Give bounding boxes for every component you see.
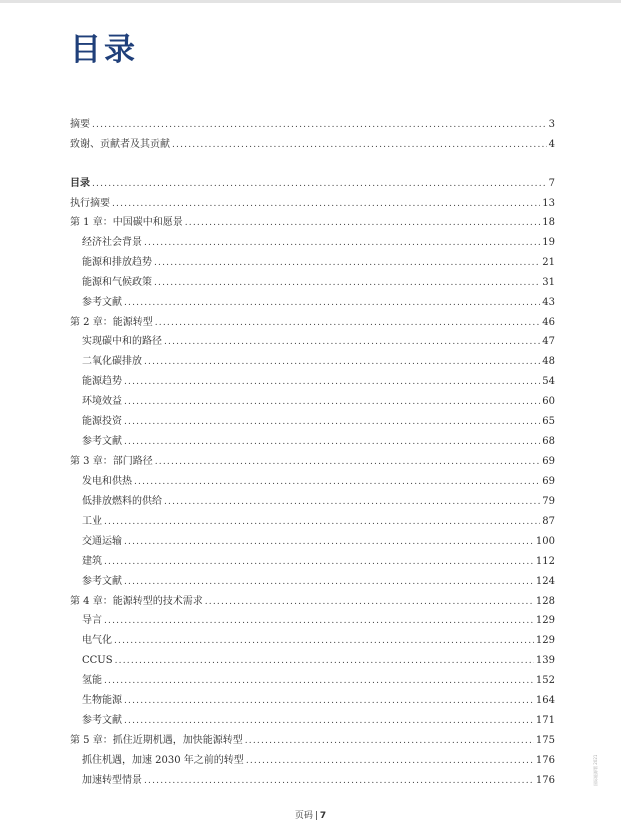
toc-entry[interactable] xyxy=(70,273,555,293)
side-watermark: 国际能源署 2021 xyxy=(593,754,598,786)
toc-entry-page: 47 xyxy=(542,336,555,347)
toc-entry[interactable] xyxy=(70,213,555,233)
toc-entry-page: 176 xyxy=(535,774,555,786)
toc-entry-page: 65 xyxy=(542,416,555,427)
dot-leader xyxy=(124,691,534,711)
toc-entry[interactable] xyxy=(70,313,555,333)
dot-leader xyxy=(124,293,540,313)
toc-entry[interactable] xyxy=(70,174,555,194)
toc-entry-page: 43 xyxy=(542,296,555,308)
dot-leader xyxy=(155,313,541,333)
toc-entry-page: 112 xyxy=(535,555,555,567)
dot-leader xyxy=(124,711,534,731)
toc-entry-page: 18 xyxy=(542,217,555,228)
dot-leader xyxy=(246,751,534,771)
toc-entry-page: 100 xyxy=(535,535,555,547)
toc-entry-page: 129 xyxy=(535,635,555,646)
dot-leader xyxy=(124,572,534,592)
toc-entry-label: 参考文献 xyxy=(82,296,122,308)
dot-leader xyxy=(164,332,540,352)
toc-entry-label: 交通运输 xyxy=(82,535,122,547)
dot-leader xyxy=(104,671,534,691)
toc-entry-page: 152 xyxy=(535,675,555,686)
toc-entry[interactable] xyxy=(70,253,555,273)
toc-entry-page: 31 xyxy=(542,276,555,288)
toc-entry[interactable] xyxy=(70,472,555,492)
toc-entry[interactable] xyxy=(70,512,555,532)
toc-entry-label: 导言 xyxy=(82,615,102,626)
toc-entry-page: 175 xyxy=(535,735,555,746)
toc-entry-label: 摘要 xyxy=(70,119,90,130)
toc-entry-label: 能源趋势 xyxy=(82,376,122,387)
dot-leader xyxy=(104,611,534,631)
toc-entry[interactable] xyxy=(70,651,555,671)
dot-leader xyxy=(92,115,547,135)
toc-entry-page: 164 xyxy=(535,695,555,706)
dot-leader xyxy=(104,512,540,532)
toc-entry-page: 48 xyxy=(542,356,555,367)
toc-entry-page: 87 xyxy=(542,515,555,527)
toc-entry-page: 54 xyxy=(542,376,555,387)
toc-entry-page: 68 xyxy=(542,436,555,447)
toc-entry[interactable] xyxy=(70,135,555,155)
toc-entry[interactable] xyxy=(70,671,555,691)
toc-entry-label: 抓住机遇，加速 2030 年之前的转型 xyxy=(82,754,244,766)
table-of-contents xyxy=(70,115,555,791)
dot-leader xyxy=(164,492,540,512)
toc-entry-page: 176 xyxy=(535,754,555,766)
toc-entry-label: 环境效益 xyxy=(82,396,122,407)
dot-leader xyxy=(124,532,534,552)
dot-leader xyxy=(154,273,540,293)
toc-entry-page: 7 xyxy=(548,178,555,189)
toc-entry-page: 4 xyxy=(548,138,555,150)
page-title: 目录 xyxy=(70,32,138,68)
toc-entry-page: 69 xyxy=(542,475,555,487)
toc-entry-label: 电气化 xyxy=(82,635,112,646)
toc-entry-label: 参考文献 xyxy=(82,715,122,726)
toc-entry[interactable] xyxy=(70,552,555,572)
toc-entry-label: 目录 xyxy=(70,178,90,189)
toc-entry-label: 致谢、贡献者及其贡献 xyxy=(70,138,170,150)
dot-leader xyxy=(154,253,540,273)
dot-leader xyxy=(114,631,534,651)
toc-entry-page: 46 xyxy=(542,316,555,328)
dot-leader xyxy=(115,651,534,671)
toc-entry[interactable] xyxy=(70,233,555,253)
toc-entry[interactable] xyxy=(70,115,555,135)
toc-entry-page: 3 xyxy=(548,119,555,130)
toc-entry-page: 79 xyxy=(542,495,555,507)
dot-leader xyxy=(245,731,534,751)
toc-entry[interactable] xyxy=(70,293,555,313)
toc-entry[interactable] xyxy=(70,771,555,791)
toc-entry[interactable] xyxy=(70,452,555,472)
dot-leader xyxy=(172,135,547,155)
toc-entry-page: 19 xyxy=(542,236,555,248)
toc-entry-label: 生物能源 xyxy=(82,695,122,706)
toc-entry-label: 发电和供热 xyxy=(82,475,132,487)
toc-entry-label: 实现碳中和的路径 xyxy=(82,336,162,347)
dot-leader xyxy=(124,412,540,432)
toc-entry-page: 13 xyxy=(542,197,555,209)
dot-leader xyxy=(112,194,540,214)
toc-entry-page: 21 xyxy=(542,256,555,268)
dot-leader xyxy=(144,771,534,791)
toc-entry-label: 二氧化碳排放 xyxy=(82,356,142,367)
dot-leader xyxy=(134,472,540,492)
toc-entry[interactable] xyxy=(70,412,555,432)
toc-entry[interactable] xyxy=(70,631,555,651)
toc-spacer xyxy=(70,154,555,174)
page-number: 7 xyxy=(319,811,327,821)
toc-entry-label: 第 5 章：抓住近期机遇，加快能源转型 xyxy=(70,735,243,746)
dot-leader xyxy=(144,233,540,253)
toc-entry-label: 建筑 xyxy=(82,555,102,567)
toc-entry-label: 执行摘要 xyxy=(70,197,110,209)
toc-entry[interactable] xyxy=(70,392,555,412)
toc-entry[interactable] xyxy=(70,691,555,711)
toc-entry-label: 能源投资 xyxy=(82,416,122,427)
toc-entry-label: 第 3 章：部门路径 xyxy=(70,456,153,467)
dot-leader xyxy=(92,174,547,194)
toc-entry-label: 加速转型情景 xyxy=(82,774,142,786)
toc-entry[interactable] xyxy=(70,592,555,612)
toc-entry-page: 69 xyxy=(542,456,555,467)
dot-leader xyxy=(124,372,540,392)
toc-entry-page: 129 xyxy=(535,615,555,626)
toc-entry-label: 参考文献 xyxy=(82,575,122,587)
toc-entry-label: 能源和气候政策 xyxy=(82,276,152,288)
footer-separator: | xyxy=(314,811,318,821)
toc-entry-label: 能源和排放趋势 xyxy=(82,256,152,268)
toc-entry[interactable] xyxy=(70,731,555,751)
toc-entry-label: 第 4 章：能源转型的技术需求 xyxy=(70,595,203,607)
toc-entry-label: CCUS xyxy=(82,655,113,666)
footer-label: 页码 xyxy=(294,811,313,821)
toc-entry-label: 工业 xyxy=(82,515,102,527)
toc-entry-label: 经济社会背景 xyxy=(82,236,142,248)
toc-entry[interactable] xyxy=(70,532,555,552)
toc-entry-label: 氢能 xyxy=(82,675,102,686)
toc-entry-label: 参考文献 xyxy=(82,436,122,447)
toc-entry[interactable] xyxy=(70,751,555,771)
toc-entry[interactable] xyxy=(70,572,555,592)
toc-entry[interactable] xyxy=(70,611,555,631)
toc-entry-label: 第 2 章：能源转型 xyxy=(70,316,153,328)
toc-entry[interactable] xyxy=(70,432,555,452)
toc-entry-page: 124 xyxy=(535,575,555,587)
toc-entry[interactable] xyxy=(70,194,555,214)
toc-entry[interactable] xyxy=(70,492,555,512)
toc-entry-page: 139 xyxy=(535,655,555,666)
dot-leader xyxy=(124,432,540,452)
toc-entry-page: 171 xyxy=(535,715,555,726)
toc-entry-label: 第 1 章：中国碳中和愿景 xyxy=(70,217,183,228)
dot-leader xyxy=(104,552,534,572)
page-footer xyxy=(0,808,621,821)
dot-leader xyxy=(124,392,540,412)
top-border xyxy=(0,0,621,3)
dot-leader xyxy=(185,213,541,233)
toc-entry[interactable] xyxy=(70,332,555,352)
dot-leader xyxy=(205,592,534,612)
toc-entry-page: 60 xyxy=(542,396,555,407)
toc-entry[interactable] xyxy=(70,372,555,392)
toc-entry-page: 128 xyxy=(535,595,555,607)
toc-entry[interactable] xyxy=(70,711,555,731)
dot-leader xyxy=(144,352,540,372)
toc-entry[interactable] xyxy=(70,352,555,372)
toc-entry-label: 低排放燃料的供给 xyxy=(82,495,162,507)
dot-leader xyxy=(155,452,541,472)
